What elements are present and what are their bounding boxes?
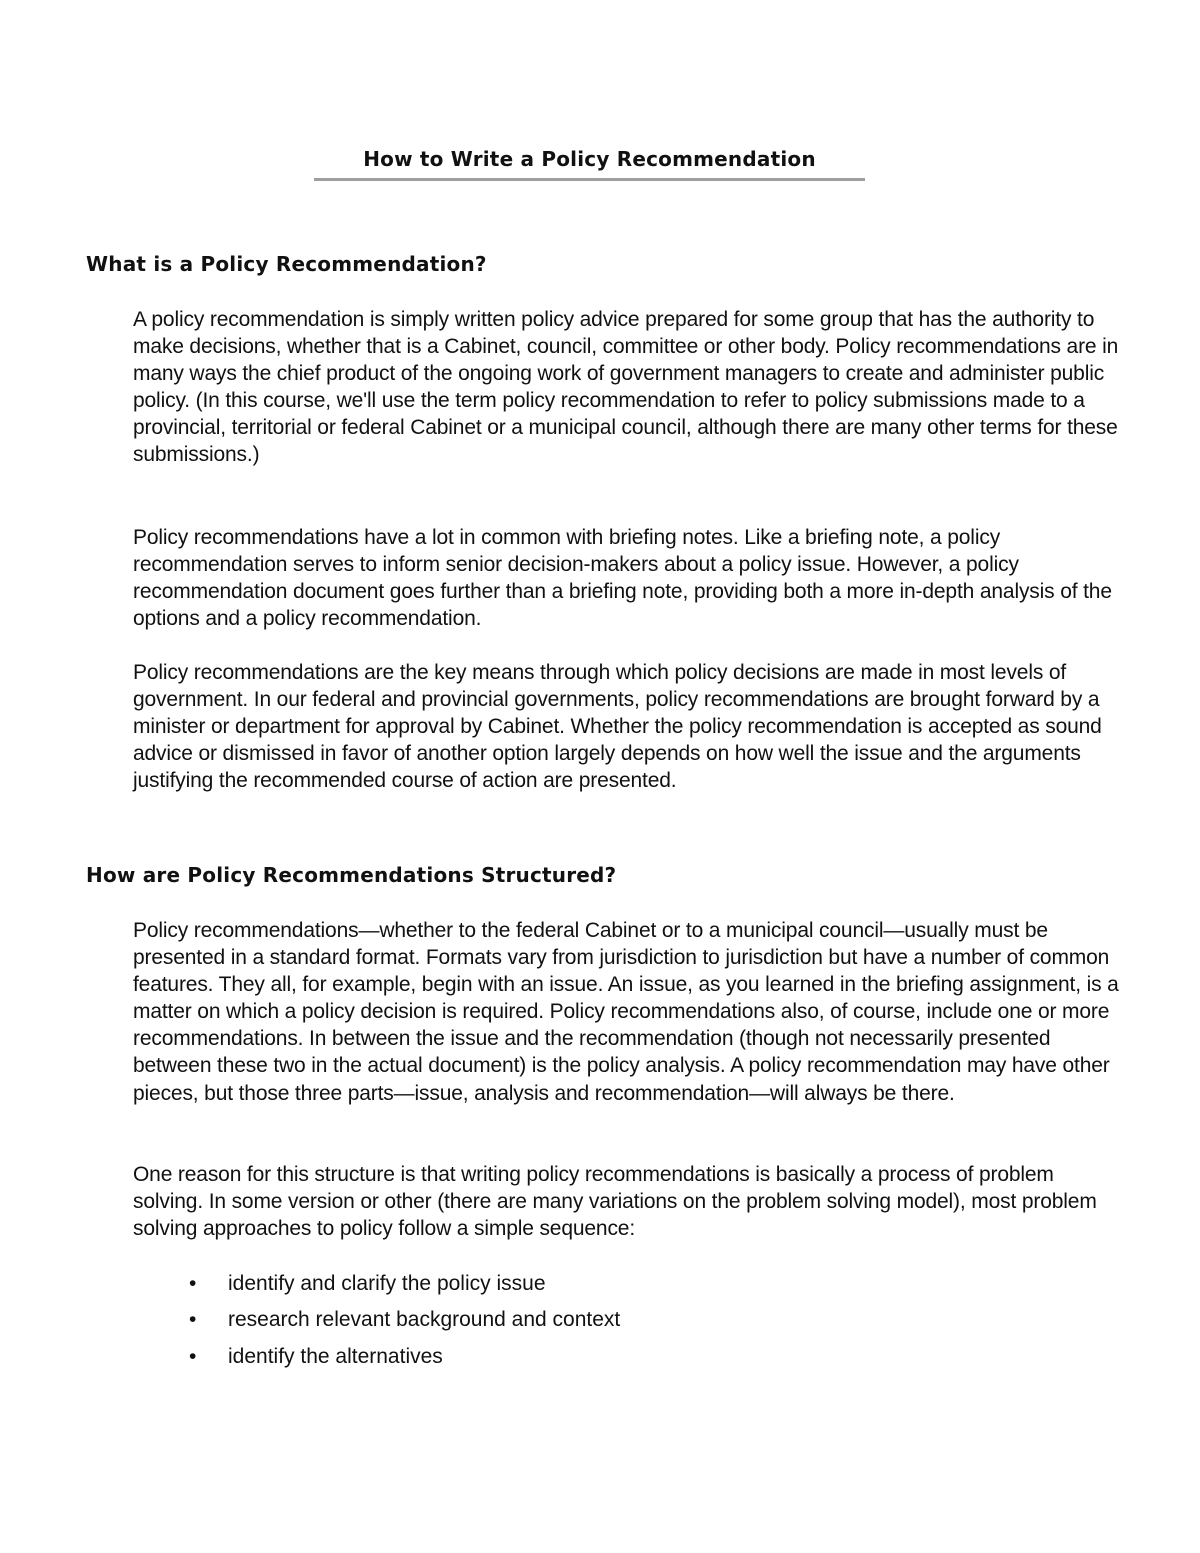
list-item-text: research relevant background and context xyxy=(228,1308,621,1332)
paragraph: A policy recommendation is simply written policy advice prepared for some group that has the authority to make decisions, whether that is a Cabinet, council, committee or other body. Policy recommendations are in many ways the chief product of the ongoing work of government managers to create and administer public policy. (In this course, we'll use the term policy recommendation to refer to policy submissions made to a provincial, territorial or federal Cabinet or a municipal council, although there are many other terms for these submissions.) xyxy=(133,308,1119,467)
document-title: How to Write a Policy Recommendation xyxy=(363,147,816,171)
paragraph: Policy recommendations have a lot in common with briefing notes. Like a briefing note, a policy recommendation serves to inform senior decision-makers about a policy issue. However, a policy recommendation document goes further than a briefing note, providing both a more in-depth analysis of the options and a policy recommendation. xyxy=(133,526,1112,631)
section-heading-how-structured: How are Policy Recommendations Structured? xyxy=(86,863,617,887)
list-item-text: identify the alternatives xyxy=(228,1344,443,1368)
paragraph: One reason for this structure is that writing policy recommendations is basically a process of problem solving. In some version or other (there are many variations on the problem solving model), most problem solving approaches to policy follow a simple sequence: xyxy=(133,1163,1097,1241)
list-item xyxy=(133,1306,1123,1342)
bullet-icon: • xyxy=(189,1272,197,1295)
paragraph: Policy recommendations—whether to the federal Cabinet or to a municipal council—usually must be presented in a standard format. Formats vary from jurisdiction to jurisdiction but have a number of common features. They all, for example, begin with an issue. An issue, as you learned in the briefing assignment, is a matter on which a policy decision is required. Policy recommendations also, of course, include one or more recommendations. In between the issue and the recommendation (though not necessarily presented between these two in the actual document) is the policy analysis. A policy recommendation may have other pieces, but those three parts—issue, analysis and recommendation—will always be there. xyxy=(133,919,1119,1105)
list-item xyxy=(133,1343,1123,1379)
section-heading-what-is: What is a Policy Recommendation? xyxy=(86,252,487,276)
list-item xyxy=(133,1270,1123,1306)
bullet-icon: • xyxy=(189,1344,197,1368)
bullet-icon: • xyxy=(189,1308,197,1332)
paragraph: Policy recommendations are the key means through which policy decisions are made in most levels of government. In our federal and provincial governments, policy recommendations are brought forward by a minister or department for approval by Cabinet. Whether the policy recommendation is accepted as sound advice or dismissed in favor of another option largely depends on how well the issue and the arguments justifying the recommended course of action are presented. xyxy=(133,661,1102,793)
problem-solving-steps-list xyxy=(133,1270,1123,1379)
list-item-text: identify and clarify the policy issue xyxy=(228,1272,546,1295)
title-underline-rule xyxy=(314,178,865,181)
